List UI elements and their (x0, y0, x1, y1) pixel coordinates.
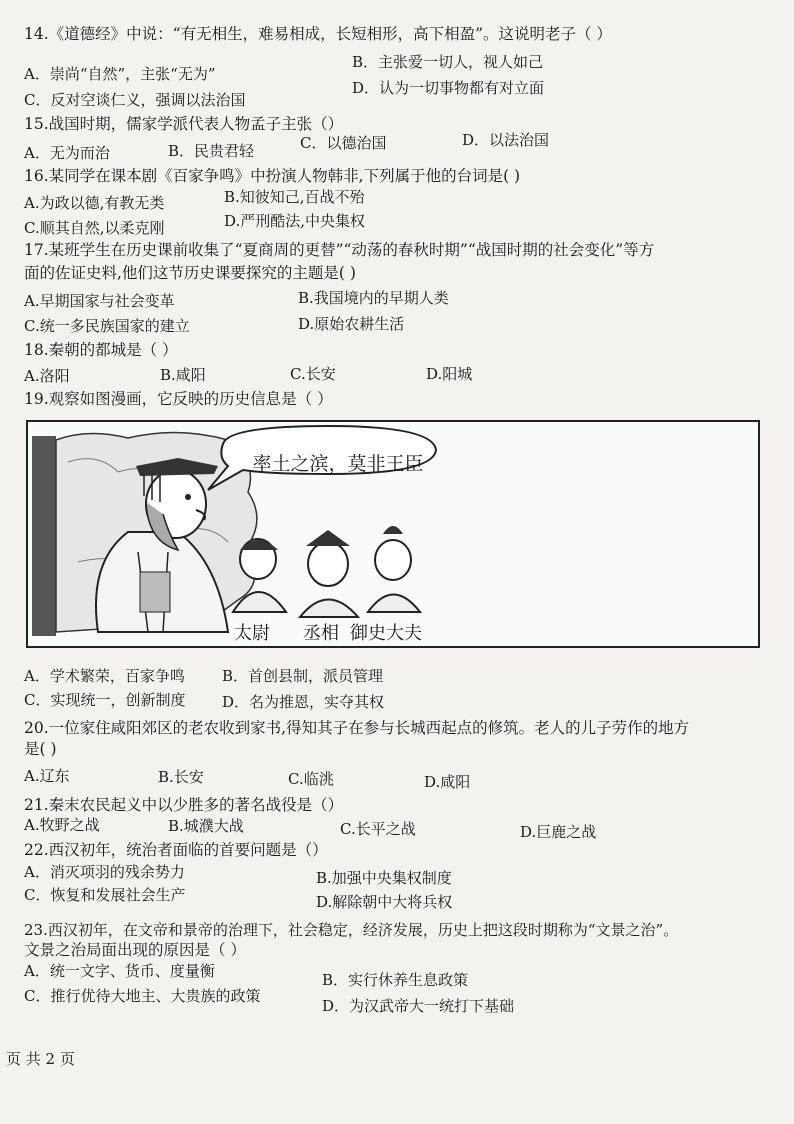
q22-option-c: C．恢复和发展社会生产 (24, 886, 186, 904)
q16-option-a: A.为政以德,有教无类 (24, 194, 165, 212)
question-18-stem: 18.秦朝的都城是（ ） (24, 341, 178, 359)
question-21-stem: 21.秦末农民起义中以少胜多的著名战役是（） (24, 796, 344, 814)
q14-option-d: D．认为一切事物都有对立面 (352, 79, 545, 97)
q19-option-b: B．首创县制，派员管理 (222, 667, 384, 685)
q19-option-a: A．学术繁荣，百家争鸣 (24, 667, 185, 685)
q20-option-b: B.长安 (158, 768, 204, 786)
q23-option-d: D．为汉武帝大一统打下基础 (322, 997, 515, 1015)
q22-option-d: D.解除朝中大将兵权 (316, 893, 453, 911)
question-17-stem-cont: 面的佐证史料,他们这节历史课要探究的主题是( ) (24, 264, 356, 282)
question-19-stem: 19.观察如图漫画，它反映的历史信息是（ ） (24, 390, 333, 408)
question-22-stem: 22.西汉初年，统治者面临的首要问题是（） (24, 841, 328, 859)
q15-option-c: C．以德治国 (300, 134, 387, 152)
q16-option-c: C.顺其自然,以柔克刚 (24, 219, 165, 237)
q14-option-c: C．反对空谈仁义，强调以法治国 (24, 91, 246, 109)
q20-option-c: C.临洮 (288, 770, 334, 788)
q21-option-c: C.长平之战 (340, 820, 416, 838)
question-14-stem: 14.《道德经》中说：“有无相生，难易相成，长短相形，高下相盈”。这说明老子（ ） (24, 25, 612, 43)
q20-option-a: A.辽东 (24, 767, 70, 785)
q18-option-b: B.咸阳 (160, 366, 206, 384)
q17-option-b: B.我国境内的早期人类 (298, 289, 449, 307)
q19-option-c: C．实现统一，创新制度 (24, 691, 186, 709)
historical-cartoon (26, 420, 760, 648)
q15-option-b: B．民贵君轻 (168, 142, 255, 160)
q14-option-a: A．崇尚“自然”，主张“无为” (24, 65, 216, 83)
question-17-stem: 17.某班学生在历史课前收集了“夏商周的更替”“动荡的春秋时期”“战国时期的社会变化”等方 (24, 241, 655, 259)
q15-option-d: D．以法治国 (462, 131, 550, 149)
q20-option-d: D.咸阳 (424, 773, 471, 791)
q17-option-d: D.原始农耕生活 (298, 315, 405, 333)
q18-option-a: A.洛阳 (24, 367, 70, 385)
caption-taiwei: 太尉 (234, 623, 270, 644)
q22-option-b: B.加强中央集权制度 (316, 869, 452, 887)
q16-option-d: D.严刑酷法,中央集权 (224, 212, 366, 230)
q23-option-a: A．统一文字、货币、度量衡 (24, 962, 215, 980)
caption-chengxiang: 丞相 (303, 623, 339, 644)
question-16-stem: 16.某同学在课本剧《百家争鸣》中扮演人物韩非,下列属于他的台词是( ) (24, 167, 521, 185)
q21-option-b: B.城濮大战 (168, 817, 244, 835)
page-footer: 页 共 2 页 (6, 1050, 75, 1068)
q16-option-b: B.知彼知己,百战不殆 (224, 188, 365, 206)
question-20-stem: 20.一位家住咸阳郊区的老农收到家书,得知其子在参与长城西起点的修筑。老人的儿子劳作的地方 (24, 719, 690, 737)
q23-option-b: B．实行休养生息政策 (322, 971, 469, 989)
q17-option-c: C.统一多民族国家的建立 (24, 317, 190, 335)
q17-option-a: A.早期国家与社会变革 (24, 292, 175, 310)
q18-option-d: D.阳城 (426, 365, 473, 383)
q21-option-d: D.巨鹿之战 (520, 823, 597, 841)
question-23-stem-cont: 文景之治局面出现的原因是（ ） (24, 941, 246, 959)
q18-option-c: C.长安 (290, 365, 336, 383)
q19-option-d: D．名为推恩，实夺其权 (222, 693, 385, 711)
caption-yushidafu: 御史大夫 (350, 623, 422, 644)
question-20-stem-cont: 是( ) (24, 740, 57, 758)
question-23-stem: 23.西汉初年，在文帝和景帝的治理下，社会稳定，经济发展，历史上把这段时期称为“文景之治”。 (24, 921, 679, 939)
q14-option-b: B．主张爱一切人，视人如己 (352, 53, 544, 71)
q15-option-a: A．无为而治 (24, 144, 110, 162)
q23-option-c: C．推行优待大地主、大贵族的政策 (24, 987, 261, 1005)
q21-option-a: A.牧野之战 (24, 816, 100, 834)
speech-bubble-text: 率土之滨，莫非王臣 (252, 453, 424, 475)
question-15-stem: 15.战国时期，儒家学派代表人物孟子主张（） (24, 115, 344, 133)
q22-option-a: A．消灭项羽的残余势力 (24, 863, 185, 881)
